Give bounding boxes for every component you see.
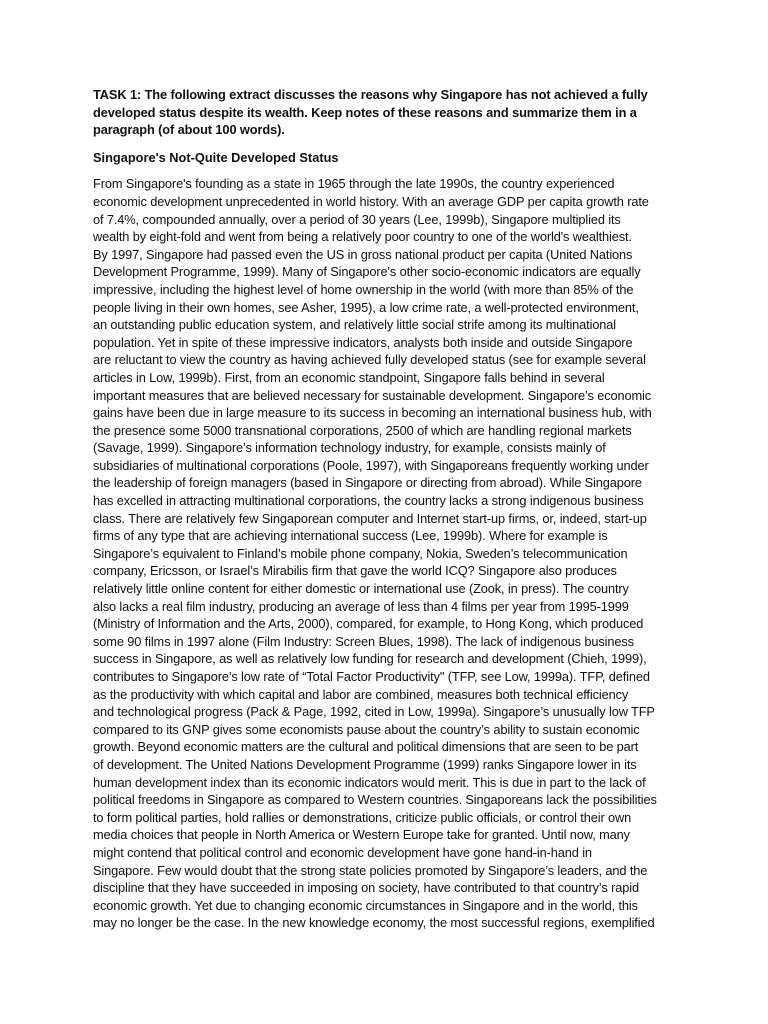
body-text-line: Singapore. Few would doubt that the strong state policies promoted by Singapore’s leaders, and the [93, 862, 648, 878]
task-text-line: developed status despite its wealth. Keep notes of these reasons and summarize them in a [93, 104, 637, 120]
body-text-line: human development index than its economic indicators would merit. This is due in part to the lack of [93, 774, 646, 790]
body-text-line: articles in Low, 1999b). First, from an economic standpoint, Singapore falls behind in several [93, 369, 605, 385]
body-text-line: relatively little online content for either domestic or international use (Zook, in press). The country [93, 581, 629, 597]
body-text-line: growth. Beyond economic matters are the cultural and political dimensions that are seen to be part [93, 739, 639, 755]
document-page [93, 86, 678, 932]
body-text-line: impressive, including the highest level of home ownership in the world (with more than 85% of the [93, 281, 634, 297]
task-text-line: TASK 1: The following extract discusses the reasons why Singapore has not achieved a fully [93, 87, 648, 102]
task-text-line: paragraph (of about 100 words). [93, 122, 285, 138]
body-text-line: political freedoms in Singapore as compared to Western countries. Singaporeans lack the possibilities [93, 792, 657, 808]
body-text-line: discipline that they have succeeded in imposing on society, have contributed to that country’s rapid [93, 880, 639, 896]
body-text-line: From Singapore's founding as a state in 1965 through the late 1990s, the country experienced [93, 176, 615, 192]
body-text-line: economic development unprecedented in world history. With an average GDP per capita growth rate [93, 193, 649, 209]
body-text-line: may no longer be the case. In the new knowledge economy, the most successful regions, exemplified [93, 915, 655, 931]
body-text-line: as the productivity with which capital and labor are combined, measures both technical efficiency [93, 686, 629, 702]
body-text-line: subsidiaries of multinational corporations (Poole, 1997), with Singaporeans frequently working under [93, 457, 649, 473]
section-heading: Singapore's Not-Quite Developed Status [93, 149, 339, 165]
body-text-line: has excelled in attracting multinational corporations, the country lacks a strong indigenous business [93, 493, 644, 509]
body-text-line: wealth by eight-fold and went from being a relatively poor country to one of the world's wealthiest. [93, 229, 632, 245]
body-text-line: might contend that political control and economic development have gone hand-in-hand in [93, 844, 592, 860]
task-instructions [93, 86, 678, 139]
body-paragraph [93, 175, 678, 932]
body-text-line: success in Singapore, as well as relatively low funding for research and development (Chieh, 1999), [93, 651, 647, 667]
body-text-line: of 7.4%, compounded annually, over a period of 30 years (Lee, 1999b), Singapore multiplied its [93, 211, 621, 227]
body-text-line: population. Yet in spite of these impressive indicators, analysts both inside and outside Singapore [93, 334, 633, 350]
body-text-line: people living in their own homes, see Asher, 1995), a low crime rate, a well-protected environment, [93, 299, 639, 315]
body-text-line: also lacks a real film industry, producing an average of less than 4 films per year from 1995-1999 [93, 598, 629, 614]
body-text-line: and technological progress (Pack & Page, 1992, cited in Low, 1999a). Singapore’s unusually low TFP [93, 704, 655, 720]
body-text-line: company, Ericsson, or Israel’s Mirabilis firm that gave the world ICQ? Singapore also produces [93, 563, 617, 579]
body-text-line: class. There are relatively few Singaporean computer and Internet start-up firms, or, indeed, start-up [93, 510, 647, 526]
body-text-line: By 1997, Singapore had passed even the US in gross national product per capita (United Nations [93, 246, 633, 262]
body-text-line: important measures that are believed necessary for sustainable development. Singapore’s economic [93, 387, 652, 403]
body-text-line: (Savage, 1999). Singapore’s information technology industry, for example, consists mainly of [93, 440, 606, 456]
body-text-line: of development. The United Nations Development Programme (1999) ranks Singapore lower in its [93, 756, 637, 772]
body-text-line: compared to its GNP gives some economists pause about the country’s ability to sustain economic [93, 721, 640, 737]
body-text-line: to form political parties, hold rallies or demonstrations, criticize public officials, or control their own [93, 809, 632, 825]
body-text-line: contributes to Singapore’s low rate of “Total Factor Productivity" (TFP, see Low, 1999a). TFP, defined [93, 669, 650, 684]
body-text-line: gains have been due in large measure to its success in becoming an international business hub, with [93, 405, 652, 421]
body-text-line: an outstanding public education system, and relatively little social strife among its multinational [93, 317, 617, 333]
body-text-line: are reluctant to view the country as having achieved fully developed status (see for example several [93, 352, 646, 368]
body-text-line: media choices that people in North America or Western Europe take for granted. Until now, many [93, 827, 630, 843]
body-text-line: the presence some 5000 transnational corporations, 2500 of which are handling regional markets [93, 422, 632, 438]
body-text-line: firms of any type that are achieving international success (Lee, 1999b). Where for example is [93, 528, 608, 544]
body-text-line: some 90 films in 1997 alone (Film Industry: Screen Blues, 1998). The lack of indigenous business [93, 633, 634, 649]
body-text-line: economic growth. Yet due to changing economic circumstances in Singapore and in the world, this [93, 897, 638, 913]
body-text-line: Singapore’s equivalent to Finland’s mobile phone company, Nokia, Sweden’s telecommunication [93, 545, 628, 561]
body-text-line: (Ministry of Information and the Arts, 2000), compared, for example, to Hong Kong, which produced [93, 616, 644, 632]
body-text-line: Development Programme, 1999). Many of Singapore's other socio-economic indicators are equally [93, 264, 641, 280]
body-text-line: the leadership of foreign managers (based in Singapore or directing from abroad). While Singapore [93, 475, 642, 491]
